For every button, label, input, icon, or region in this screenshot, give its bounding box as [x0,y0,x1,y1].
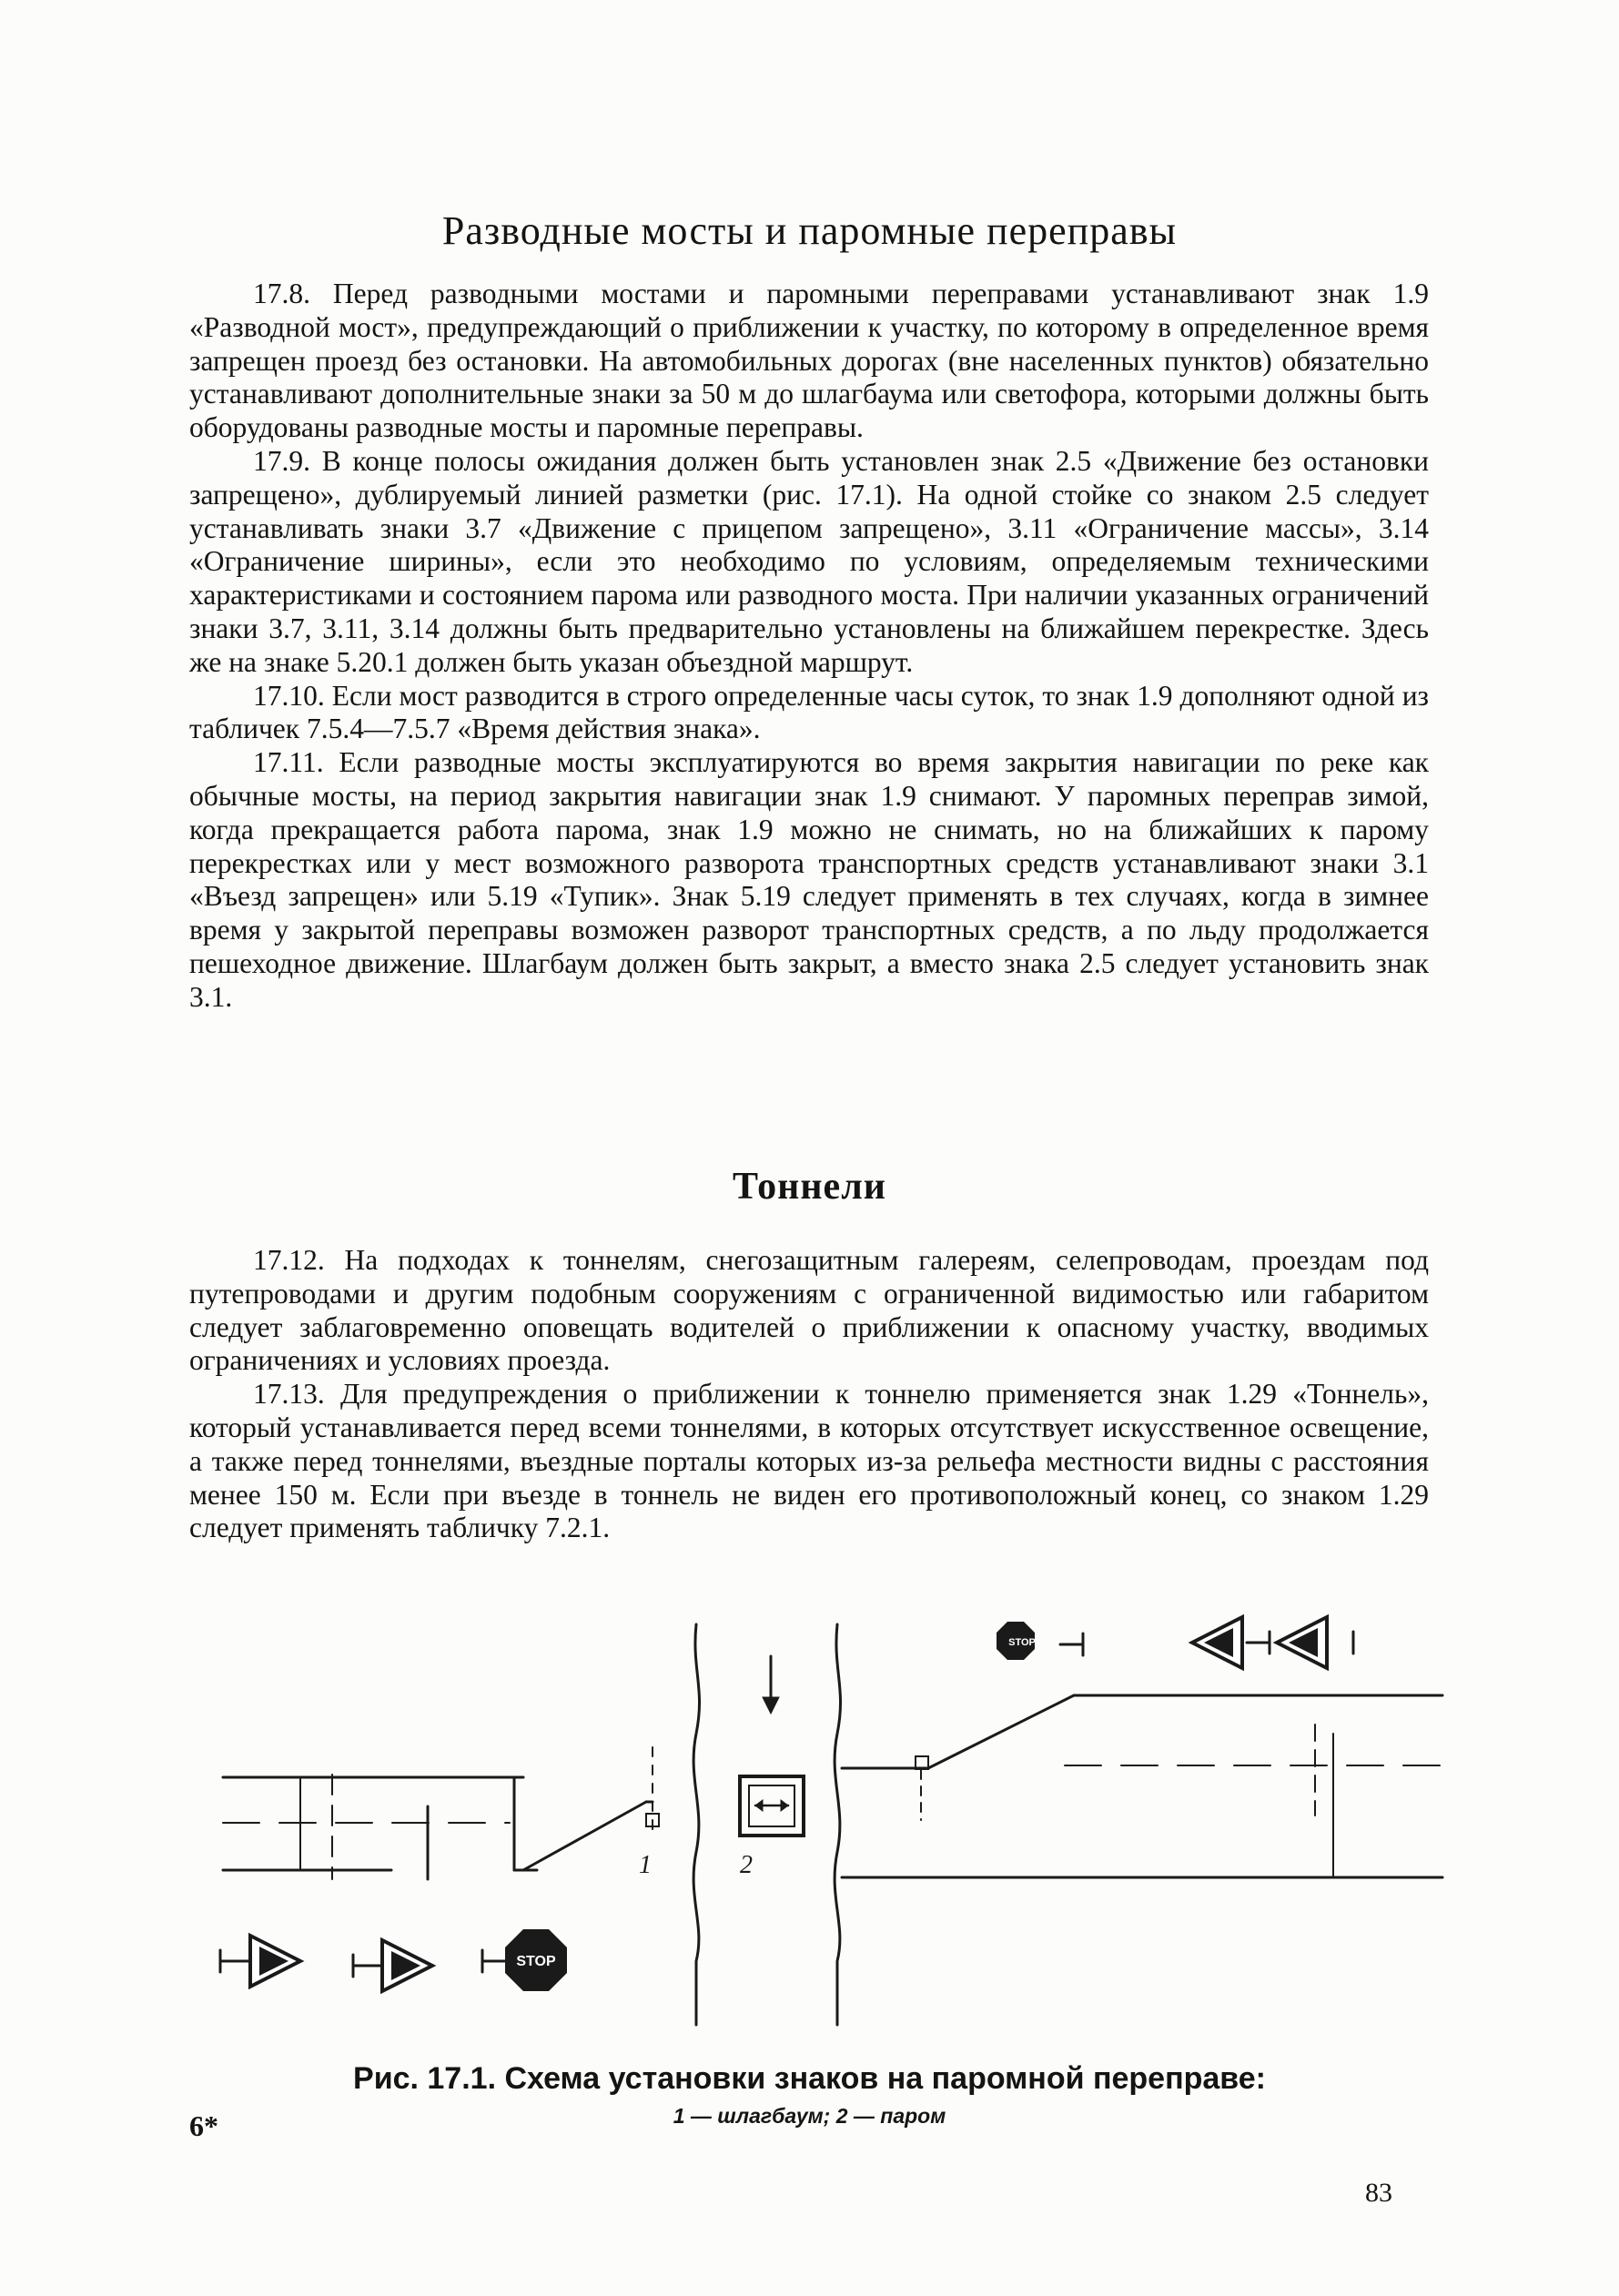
river-bank-right [835,1624,840,2025]
warning-sign-top-2 [1277,1617,1353,1668]
figure-caption: Рис. 17.1. Схема установки знаков на паромной переправе: [353,2061,1266,2096]
left-road [223,1747,653,1879]
paragraph-17-9: 17.9. В конце полосы ожидания должен быть установлен знак 2.5 «Движение без остановки запрещено», дублируемый линией разметки (рис. 17.1). На одной стойке со знаком 2.5 следует устанавливать знаки 3.7 «Движение с прицепом запрещено», 3.11 «Ограничение массы», 3.14 «Ограничение ширины», если это необходимо по условиям, определяемым техническими характеристиками и состоянием парома или разводного моста. При наличии указанных ограничений знаки 3.7, 3.11, 3.14 должны быть предварительно установлены на ближайшем перекрестке. Здесь же на знаке 5.20.1 должен быть указан объездной маршрут. [189,444,1429,678]
label-ferry-2: 2 [740,1851,753,1879]
river-bank-left [693,1624,699,2025]
ferry-direction-arrow [763,1656,779,1714]
ferry-symbol [740,1776,804,1836]
paragraph-17-12: 17.12. На подходах к тоннелям, снегозащитным галереям, селепроводам, проездам под путепроводами и другим подобным сооружениям с ограниченной видимостью или габаритом следует заблаговременно оповещать водителей о приближении к опасному участку, вводимых ограничениях и условиях проезда. [189,1244,1429,1377]
paragraph-17-10: 17.10. Если мост разводится в строго определенные часы суток, то знак 1.9 дополняют одной из табличек 7.5.4—7.5.7 «Время действия знака». [189,679,1429,745]
section-heading-tunnels: Тоннели [733,1166,886,1208]
section-body-tunnels [189,1244,1429,1545]
section-heading-drawbridges: Разводные мосты и паромные переправы [441,208,1178,253]
warning-sign-bottom-1 [220,1936,300,1987]
paragraph-17-11: 17.11. Если разводные мосты эксплуатируются во время закрытия навигации по реке как обычные мосты, на период закрытия навигации знак 1.9 снимают. У паромных переправ зимой, когда прекращается работа парома, знак 1.9 можно не снимать, но на ближайших к парому перекрестках или у мест возможного разворота транспортных средств устанавливают знаки 3.1 «Въезд запрещен» или 5.19 «Тупик». Знак 5.19 следует применять в тех случаях, когда в зимнее время у закрытой переправы возможен разворот транспортных средств, а по льду продолжается пешеходное движение. Шлагбаум должен быть закрыт, а вместо знака 2.5 следует установить знак 3.1. [189,746,1429,1013]
paragraph-17-8: 17.8. Перед разводными мостами и паромными переправами устанавливают знак 1.9 «Разводной мост», предупреждающий о приближении к участку, по которому в определенное время запрещен проезд без остановки. На автомобильных дорогах (вне населенных пунктов) обязательно устанавливают дополнительные знаки за 50 м до шлагбаума или светофора, которыми должны быть оборудованы разводные мосты и паромные переправы. [189,278,1429,444]
signature-mark: 6* [189,2109,218,2142]
label-barrier-1: 1 [639,1851,652,1879]
warning-sign-top-1 [1192,1617,1270,1668]
page-number: 83 [1365,2178,1392,2208]
stop-sign-top-text: STOP [1008,1637,1036,1648]
warning-sign-bottom-2 [353,1940,432,1991]
paragraph-17-13: 17.13. Для предупреждения о приближении к тоннелю применяется знак 1.29 «Тоннель», который устанавливается перед всеми тоннелями, в которых отсутствует искусственное освещение, а также перед тоннелями, въездные порталы которых из-за рельефа местности видны с расстояния менее 150 м. Если при въезде в тоннель не виден его противоположный конец, со знаком 1.29 следует применять табличку 7.2.1. [189,1378,1429,1544]
stop-sign-bottom-text: STOP [516,1954,556,1969]
figure-legend: 1 — шлагбаум; 2 — паром [673,2104,946,2128]
ferry-crossing-diagram [209,1597,1465,2052]
right-road [842,1695,1442,1877]
section-body-drawbridges [189,278,1429,1015]
